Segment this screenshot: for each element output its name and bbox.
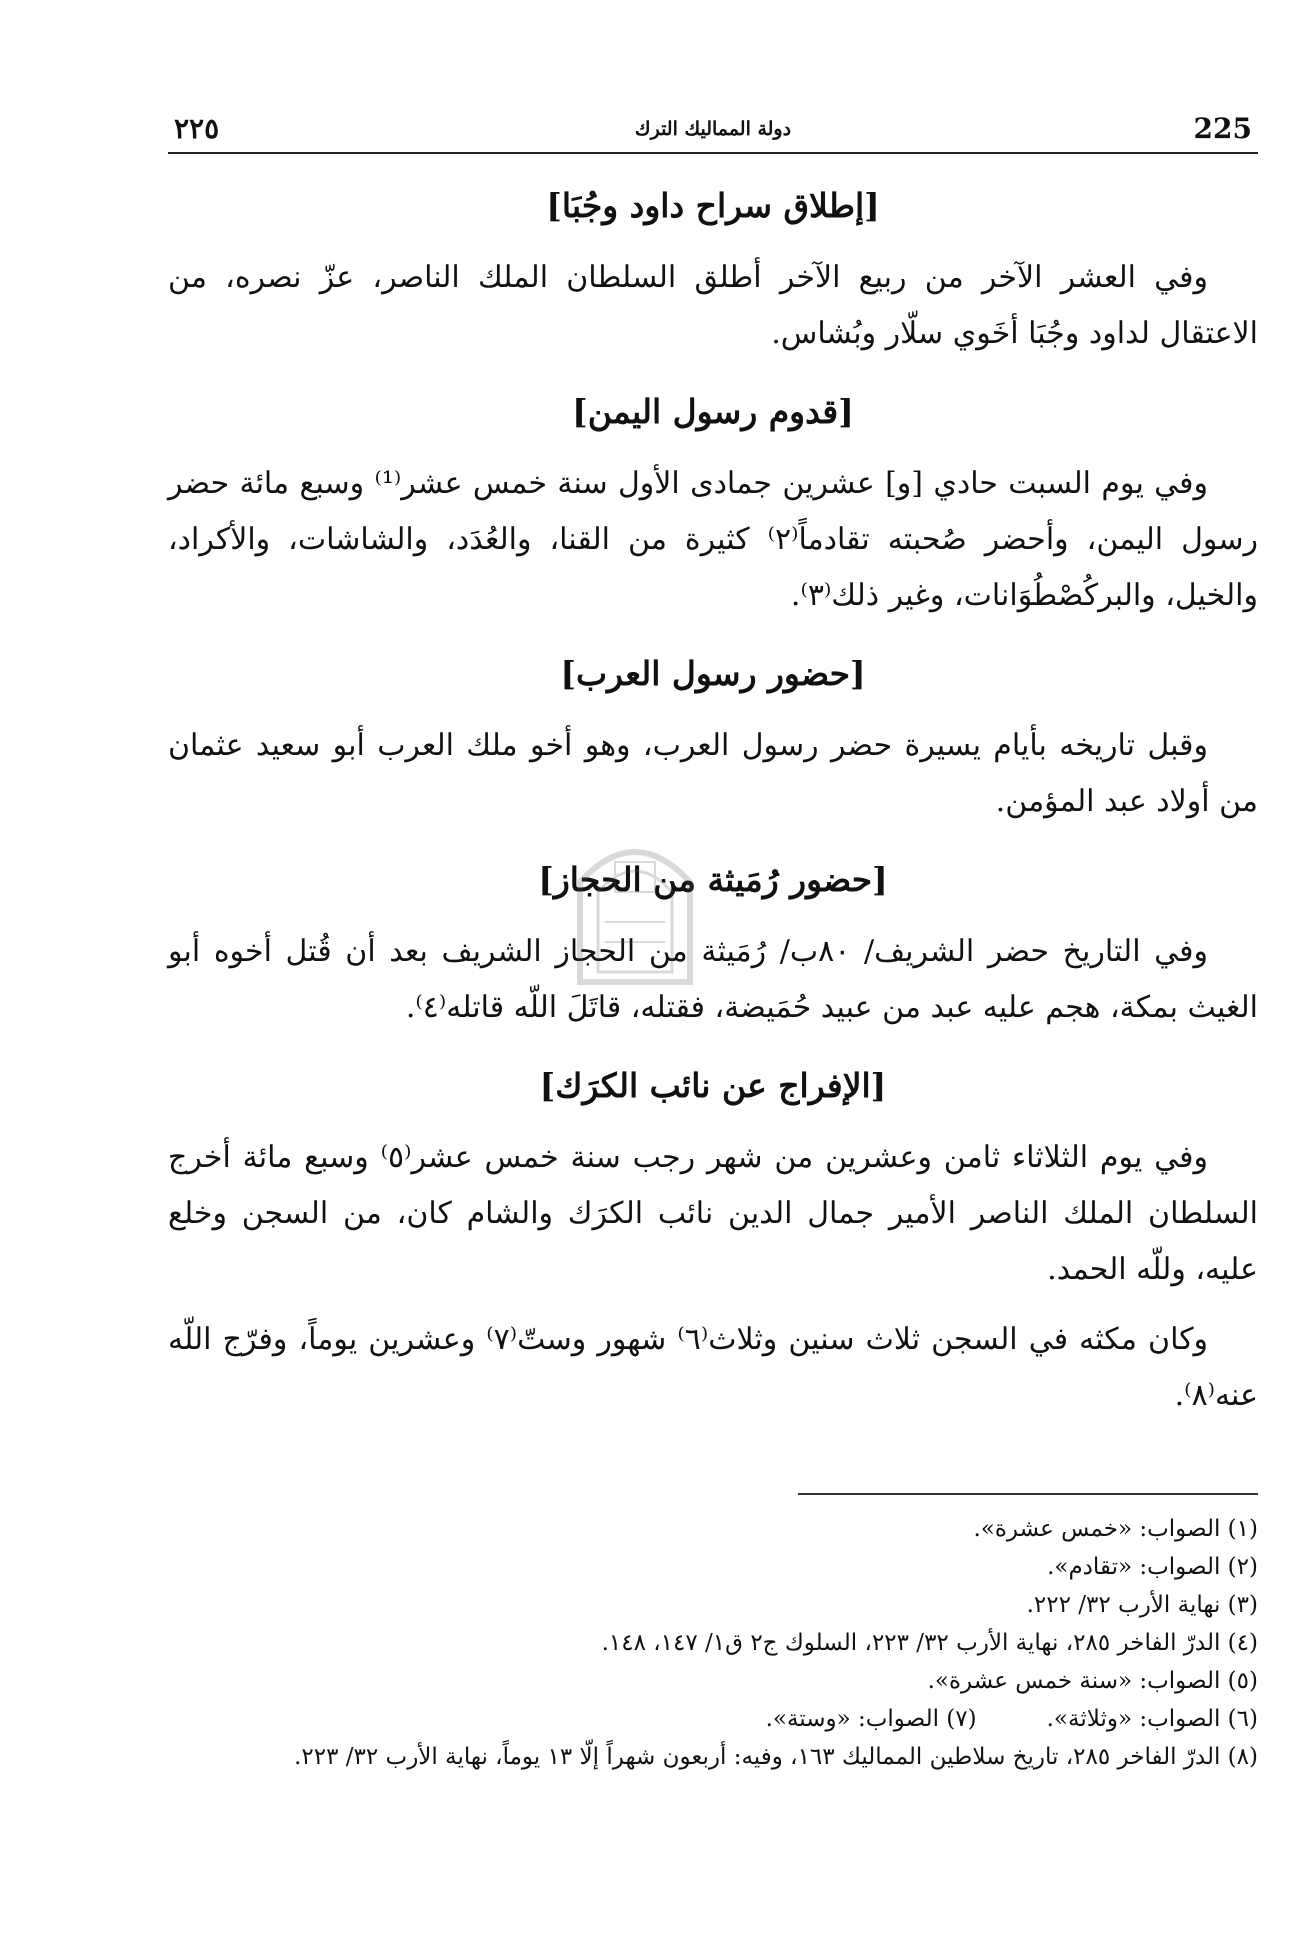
paragraph: وفي يوم السبت حادي [و] عشرين جمادى الأول سنة خمس عشر⁽¹⁾ وسبع مائة حضر رسول اليمن، وأحضر صُحبته تقادماً⁽٢⁾ كثيرة من القنا، والعُدَد، والشاشات، والأكراد، والخيل، والبركُصْطُوَانات، وغير ذلك⁽٣⁾.: [168, 466, 1258, 613]
page-number-latin: 225: [1193, 112, 1252, 145]
paragraph: وكان مكثه في السجن ثلاث سنين وثلاث⁽٦⁾ شهور وستّ⁽٧⁾ وعشرين يوماً، وفرّج اللّه عنه⁽٨⁾.: [168, 1322, 1258, 1413]
section-rumaytha-arrival: [168, 856, 1258, 1036]
footnote-divider: [798, 1493, 1258, 1495]
footnote-6: (٦) الصواب: «وثلاثة».: [1046, 1706, 1258, 1732]
section-arab-envoy: [168, 650, 1258, 830]
page-number-arabic: ٢٢٥: [174, 112, 220, 145]
footnote-1: (١) الصواب: «خمس عشرة».: [973, 1516, 1258, 1542]
section-heading: [إطلاق سراح داود وجُبَا]: [546, 186, 880, 225]
running-title: دولة المماليك الترك: [634, 118, 792, 140]
main-text: [168, 182, 1258, 1450]
section-heading: [حضور رسول العرب]: [560, 654, 866, 693]
paragraph: وفي يوم الثلاثاء ثامن وعشرين من شهر رجب سنة خمس عشر⁽٥⁾ وسبع مائة أخرج السلطان الملك الناصر الأمير جمال الدين نائب الكرَك والشام كان، من السجن وخلع عليه، وللّه الحمد.: [168, 1140, 1258, 1287]
footnote-5: (٥) الصواب: «سنة خمس عشرة».: [927, 1668, 1258, 1694]
footnote-2: (٢) الصواب: «تقادم».: [1047, 1554, 1258, 1580]
library-stamp-watermark: [560, 822, 710, 992]
paragraph: وقبل تاريخه بأيام يسيرة حضر رسول العرب، وهو أخو ملك العرب أبو سعيد عثمان من أولاد عبد المؤمن.: [168, 728, 1258, 819]
paragraph: وفي التاريخ حضر الشريف/ ٨٠ب/ رُمَيثة من الحجاز الشريف بعد أن قُتل أخوه أبو الغيث بمكة، هجم عليه عبد من عبيد حُمَيضة، فقتله، قاتَلَ اللّه قاتله⁽٤⁾.: [168, 934, 1258, 1025]
footnote-4: (٤) الدرّ الفاخر ٢٨٥، نهاية الأرب ٣٢/ ٢٢٣، السلوك ج٢ ق١/ ١٤٧، ١٤٨.: [601, 1630, 1258, 1656]
section-heading: [قدوم رسول اليمن]: [572, 392, 854, 431]
section-heading: [حضور رُمَيثة من الحجاز]: [538, 860, 888, 899]
footnote-8: (٨) الدرّ الفاخر ٢٨٥، تاريخ سلاطين المماليك ١٦٣، وفيه: أربعون شهراً إلّا ١٣ يوماً، نهاية الأرب ٣٢/ ٢٢٣.: [294, 1744, 1258, 1770]
footnote-row: [168, 1700, 1258, 1738]
section-yemen-envoy: [168, 388, 1258, 624]
section-karak-release: [168, 1062, 1258, 1424]
running-header: [168, 108, 1258, 154]
paragraph: وفي العشر الآخر من ربيع الآخر أطلق السلطان الملك الناصر، عزّ نصره، من الاعتقال لداود وجُبَا أخَوي سلّار وبُشاس.: [168, 260, 1258, 351]
footnote-3: (٣) نهاية الأرب ٣٢/ ٢٢٢.: [1026, 1592, 1258, 1618]
footnote-7: (٧) الصواب: «وستة».: [765, 1706, 977, 1732]
section-heading: [الإفراج عن نائب الكرَك]: [539, 1066, 887, 1105]
footnotes: [168, 1510, 1258, 1776]
section-release-prisoners: [168, 182, 1258, 362]
